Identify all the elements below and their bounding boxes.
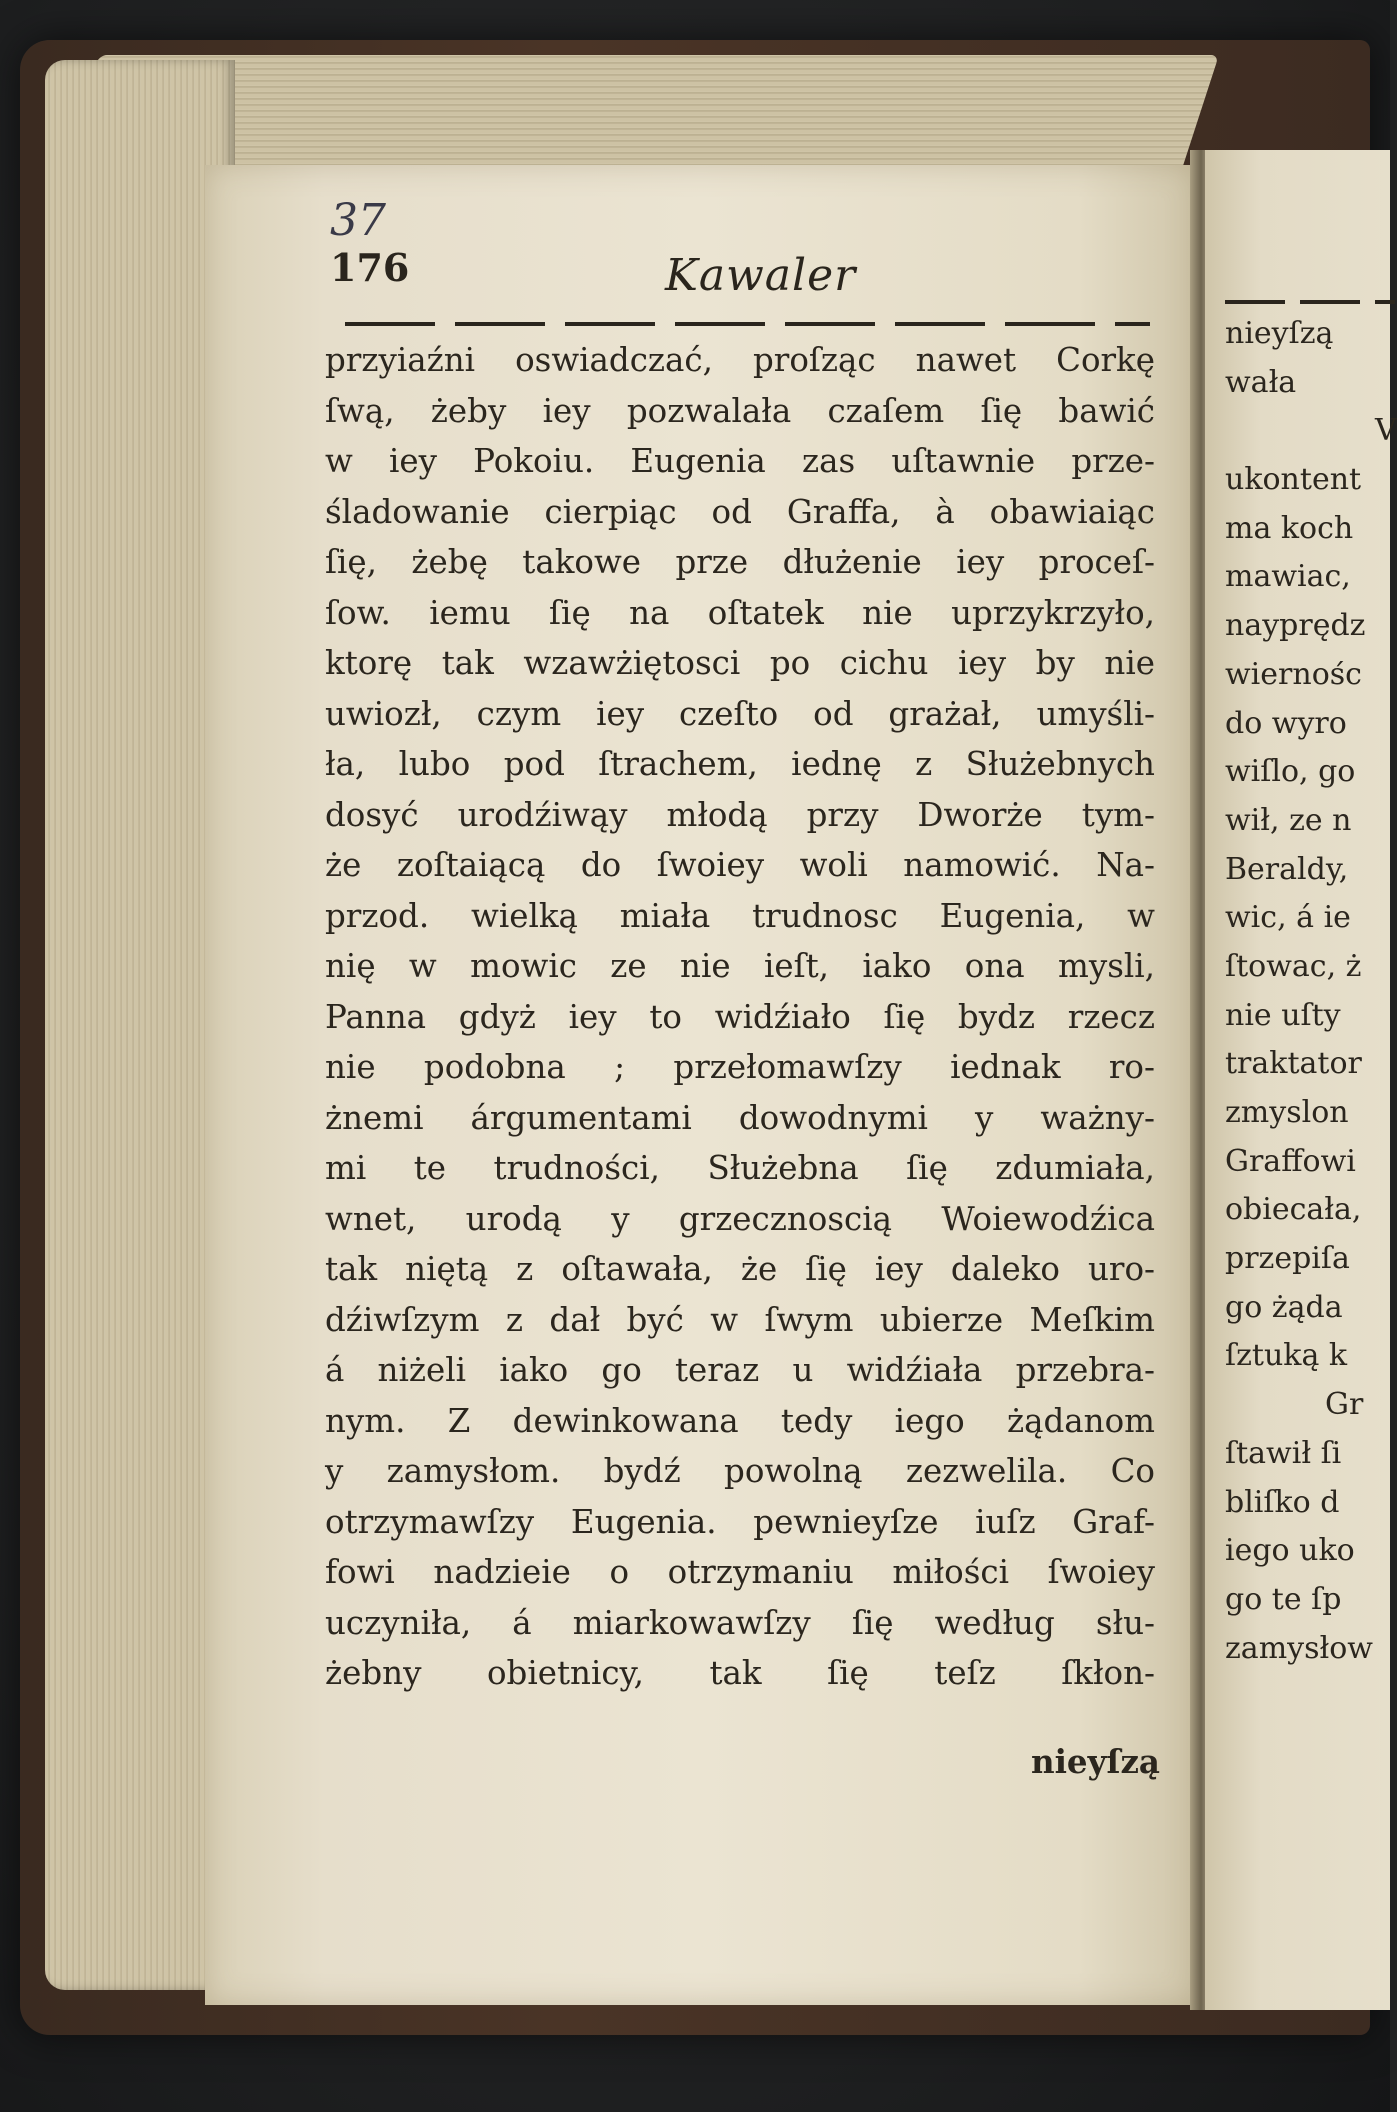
text-line: zmyslon [1225, 1095, 1349, 1130]
text-line: wiſlo, go [1225, 754, 1356, 790]
text-line: wił, ze n [1225, 802, 1352, 838]
text-line: wic, á ie [1225, 900, 1351, 936]
text-line: go te ſp [1225, 1581, 1342, 1617]
text-line: ſtowac, ż [1225, 948, 1362, 984]
text-line: otrzymawſzy Eugenia. pewnieyſze iuſz Graf- [325, 1502, 1155, 1541]
text-line: nię w mowic ze nie ieſt, iako ona mysli, [325, 947, 1155, 985]
text-line: śladowanie cierpiąc od Graffa, à obawiaiąc [325, 492, 1155, 531]
text-line: dosyć urodźiwąy młodą przy Dworże tym- [325, 795, 1155, 834]
text-line: á niżeli iako go teraz u widźiała przebra- [325, 1351, 1155, 1389]
text-line: przepiſa [1225, 1241, 1350, 1277]
header-rule [345, 322, 1150, 326]
handwritten-page-number: 37 [330, 195, 386, 246]
text-line: wiernośc [1225, 656, 1362, 692]
text-line: mi te trudności, Służebna ſię zdumiała, [325, 1149, 1155, 1187]
text-line: ſię, żebę takowe prze dłużenie iey proceſ- [325, 543, 1155, 581]
running-head: Kawaler [665, 250, 857, 301]
right-page-text [1225, 310, 1397, 1673]
text-line: nie uſty [1225, 997, 1341, 1033]
text-line: dźiwſzym z dał być w ſwym ubierze Meſkim [325, 1300, 1155, 1339]
text-line: Panna gdyż iey to widźiało ſię bydz rzecz [325, 997, 1155, 1036]
catchword: nieyſzą [1030, 1742, 1160, 1781]
text-line: Graffowi [1225, 1143, 1356, 1179]
text-line: ukontent [1225, 462, 1362, 498]
text-line: nie podobna ; przełomawſzy iednak ro- [325, 1048, 1155, 1086]
text-line: uczyniła, á miarkowawſzy ſię według słu- [325, 1603, 1155, 1642]
text-line: nym. Z dewinkowana tedy iego żądanom [325, 1401, 1155, 1440]
text-line: fowi nadzieie o otrzymaniu miłości ſwoiey [325, 1553, 1155, 1591]
right-header-rule [1225, 300, 1395, 304]
text-line: żebny obietnicy, tak ſię teſz ſkłon- [325, 1654, 1155, 1692]
right-page [1205, 150, 1397, 2010]
text-line: mawiac, [1225, 559, 1351, 595]
text-line: Beraldy, [1225, 851, 1349, 887]
text-line: y zamysłom. bydź powolną zezwelila. Co [325, 1452, 1155, 1490]
text-line: zamysłow [1225, 1630, 1373, 1666]
text-line: obiecała, [1225, 1192, 1362, 1228]
text-line: ma koch [1225, 510, 1354, 546]
page-number: 176 [330, 245, 410, 290]
text-line: nayprędz [1225, 608, 1366, 644]
left-page-text [325, 335, 1155, 1699]
text-line: nieyſzą [1225, 316, 1334, 351]
text-line: ſwą, żeby iey pozwalała czaſem ſię bawić [325, 391, 1155, 430]
text-line: bliſko d [1225, 1484, 1340, 1520]
text-line: przod. wielką miała trudnosc Eugenia, w [325, 896, 1155, 935]
text-line: ktorę tak wzawżiętosci po cichu iey by nie [325, 644, 1155, 682]
text-line: uwiozł, czym iey czeſto od grażał, umyśli- [325, 694, 1155, 733]
text-line: ſztuką k [1225, 1338, 1348, 1374]
text-line: ſtawił ſi [1225, 1435, 1342, 1471]
text-line: go żąda [1225, 1289, 1343, 1325]
text-line: Gr [1325, 1387, 1364, 1423]
text-line: wała [1225, 364, 1297, 400]
text-line: traktator [1225, 1046, 1362, 1082]
text-line: do wyro [1225, 705, 1347, 741]
text-line: w iey Pokoiu. Eugenia zas uſtawnie prze- [325, 442, 1155, 480]
text-line: żnemi árgumentami dowodnymi y ważny- [325, 1098, 1155, 1137]
text-line: V [1375, 413, 1397, 449]
text-line: wnet, urodą y grzecznoscią Woiewodźica [325, 1199, 1155, 1238]
text-line: przyiaźni oswiadczać, proſząc nawet Corkę [325, 341, 1155, 379]
text-line: ła, lubo pod ſtrachem, iednę z Służebnych [325, 745, 1155, 783]
text-line: tak niętą z oſtawała, że ſię iey daleko uro- [325, 1250, 1155, 1288]
text-line: ſow. iemu ſię na oſtatek nie uprzykrzyło, [325, 593, 1155, 632]
text-line: że zoſtaiącą do ſwoiey woli namowić. Na- [325, 846, 1155, 884]
text-line: iego uko [1225, 1533, 1355, 1569]
